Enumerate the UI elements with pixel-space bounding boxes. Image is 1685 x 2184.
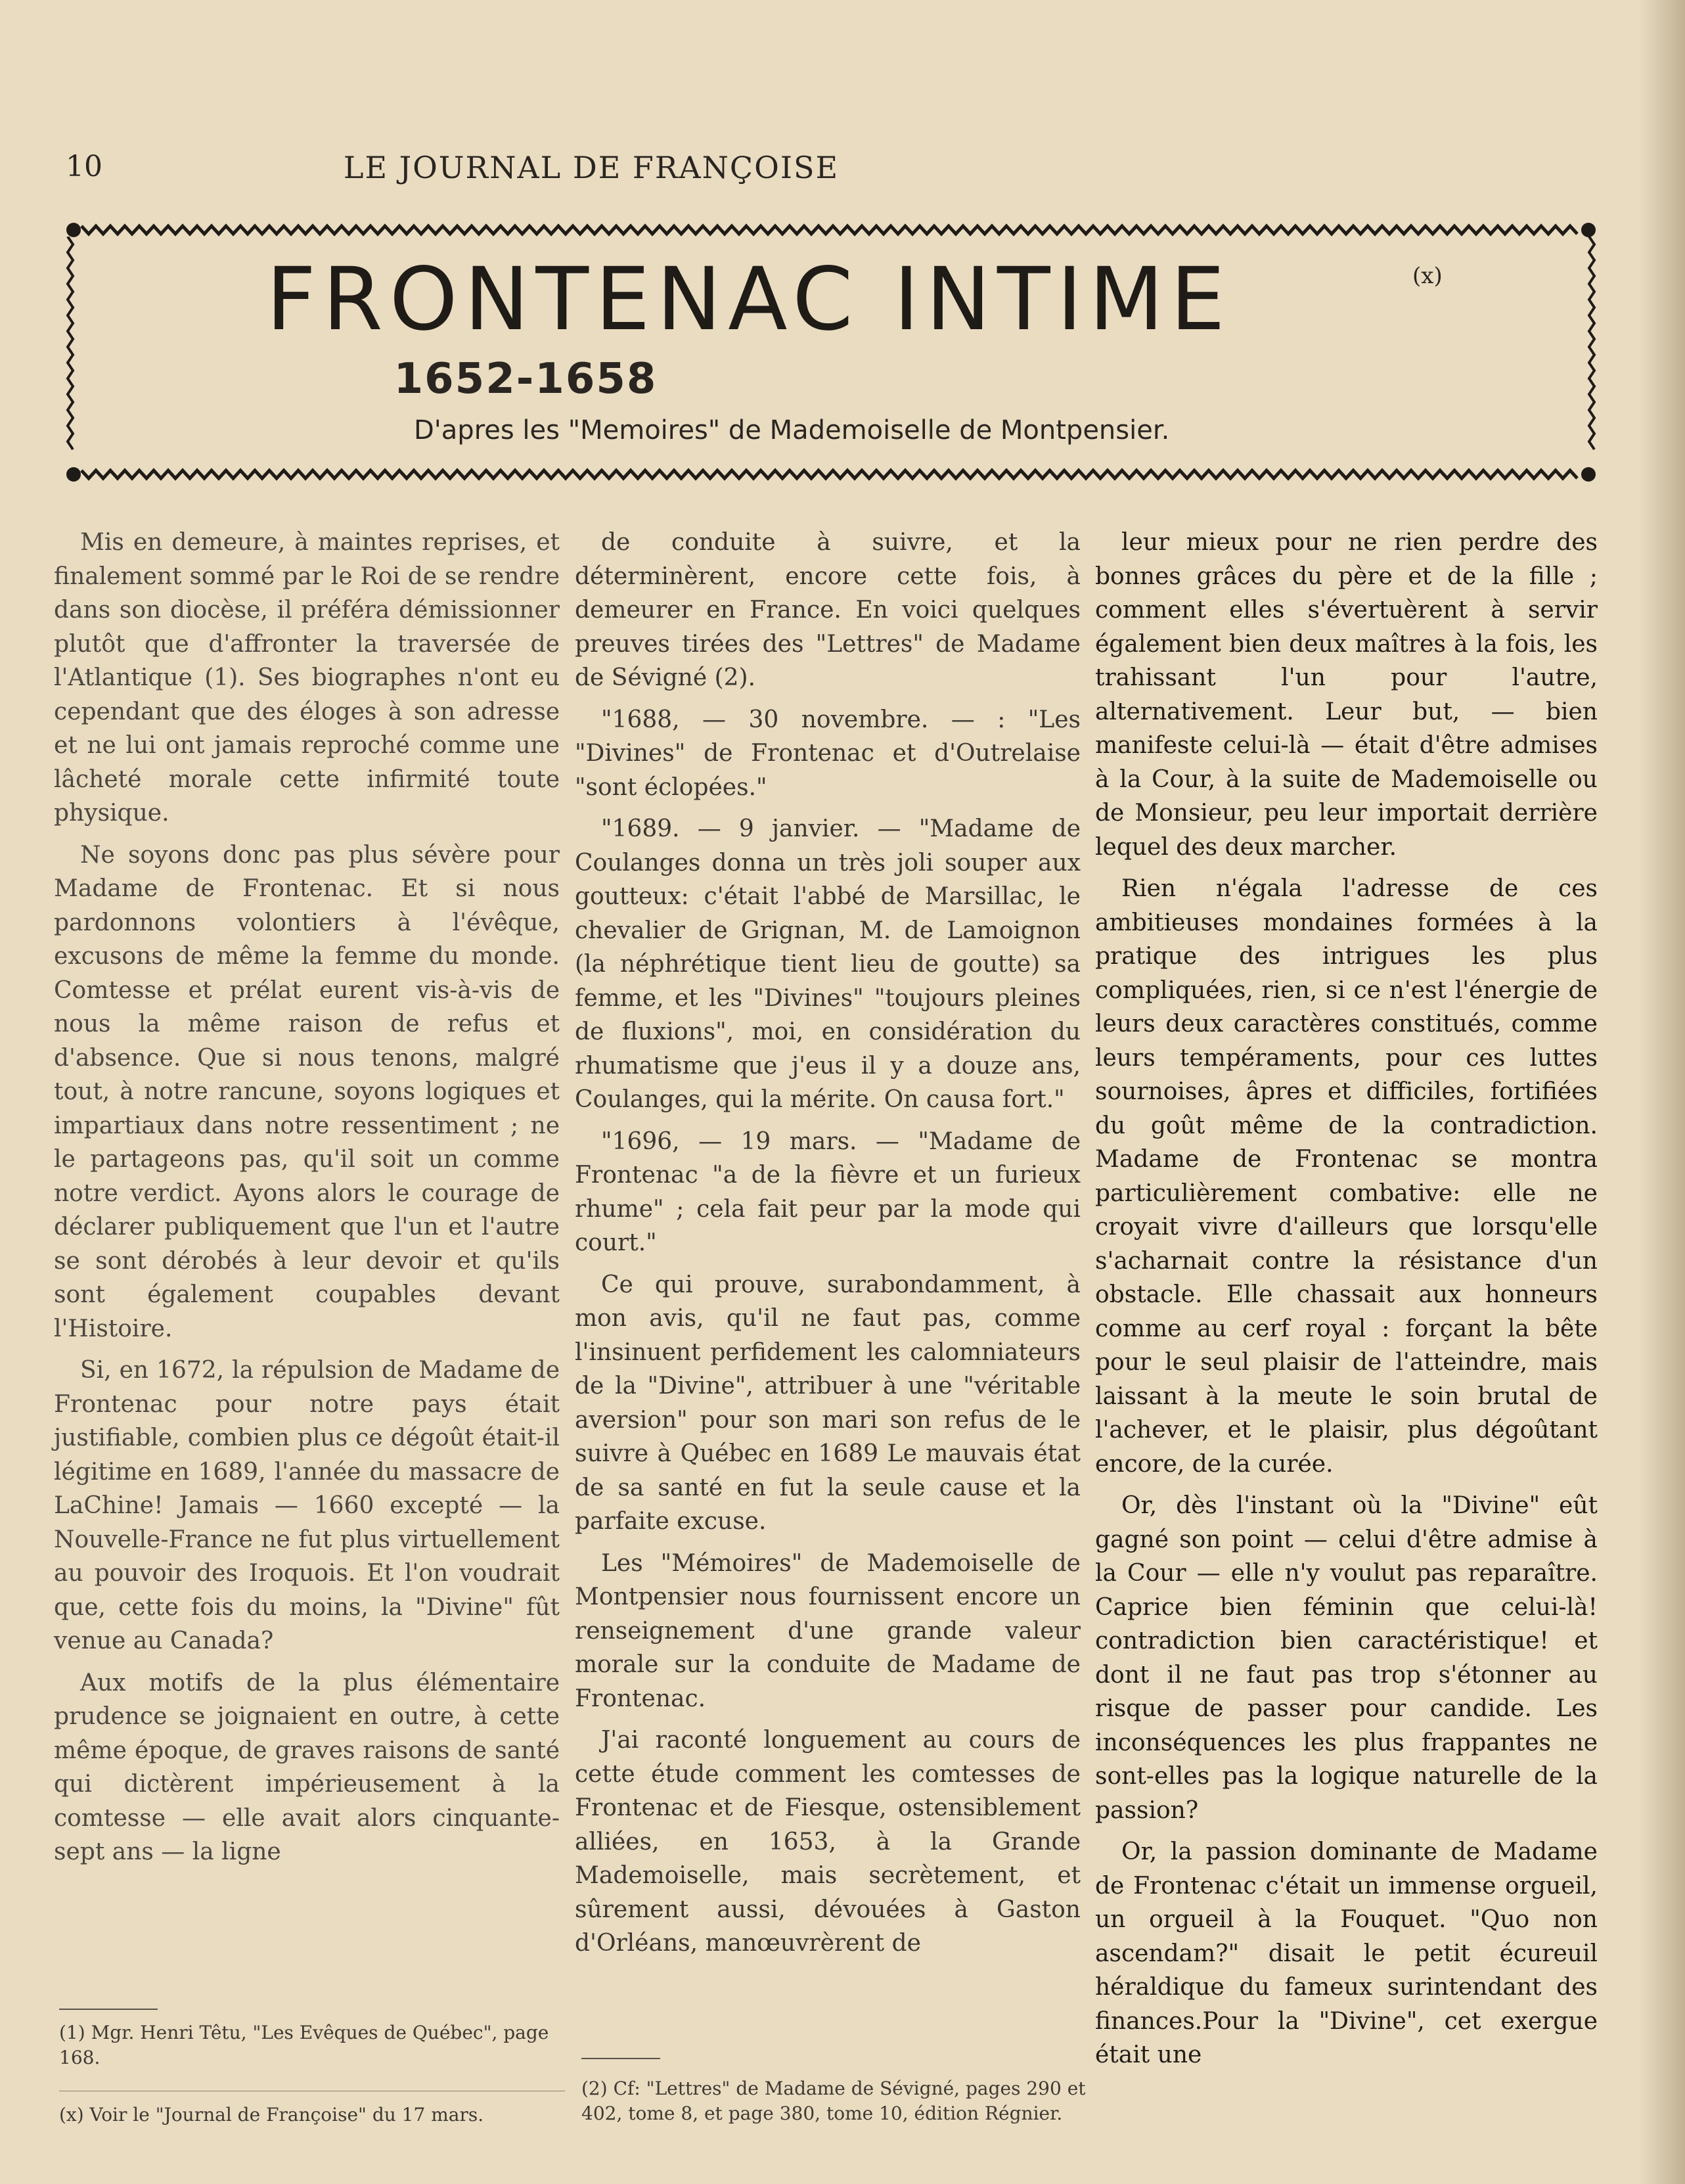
paragraph: "1696, — 19 mars. — "Madame de Frontenac "a de la fièvre et un furieux rhume" ; cela fait peur par la mode qui court." xyxy=(575,1127,1081,1256)
text-column-1 xyxy=(54,526,560,1869)
paragraph: Or, la passion dominante de Madame de Frontenac c'était un immense orgueil, un orgueil à la Fouquet. "Quo non ascendam?" disait le petit écureuil héraldique du fameux surintendant des finances.Pour la "Divine", cet exergue était une xyxy=(1095,1838,1598,2068)
paragraph: "1688, — 30 novembre. — : "Les "Divines" de Frontenac et d'Outrelaise "sont éclopées." xyxy=(575,706,1081,801)
paragraph: Or, dès l'instant où la "Divine" eût gagné son point — celui d'être admise à la Cour — elle n'y voulut pas reparaître. Caprice bien féminin que celui-là! contradiction bien caractéristique! et dont il ne faut pas trop s'étonner au risque de passer pour candide. Les inconséquences les plus frappantes ne sont-elles pas la logique naturelle de la passion? xyxy=(1095,1492,1598,1824)
paragraph: leur mieux pour ne rien perdre des bonnes grâces du père et de la fille ; comment elles s'évertuèrent à servir également bien deux maîtres à la fois, les trahissant l'un pour l'autre, alternativement. Leur but, — bien manifeste celui-là — était d'être admises à la Cour, à la suite de Mademoiselle ou de Monsieur, peu leur importait derrière lequel des deux marcher. xyxy=(1095,529,1598,861)
paragraph: Les "Mémoires" de Mademoiselle de Montpensier nous fournissent encore un renseignement d'une grande valeur morale sur la conduite de Madame de Frontenac. xyxy=(575,1549,1081,1712)
footnote-rule xyxy=(581,2058,660,2059)
footnote-x: (x) Voir le "Journal de Françoise" du 17 mars. xyxy=(59,2104,484,2126)
article-title: FRONTENAC INTIME xyxy=(266,249,1232,350)
paragraph: Ne soyons donc pas plus sévère pour Madame de Frontenac. Et si nous pardonnons volontiers à l'évêque, excusons de même la femme du monde. Comtesse et prélat eurent vis-à-vis de nous la même raison de refus et d'absence. Que si nous tenons, malgré tout, à notre rancune, soyons logiques et impartiaux dans notre ressentiment ; ne le partageons pas, qu'il soit un comme notre verdict. Ayons alors le courage de déclarer publiquement que l'un et l'autre se sont dérobés à leur devoir et qu'ils sont également coupables devant l'Histoire. xyxy=(54,841,560,1342)
frame-side-right xyxy=(1584,237,1599,453)
article-subtitle: D'apres les "Memoires" de Mademoiselle de Montpensier. xyxy=(414,415,1170,445)
paragraph: Ce qui prouve, surabondamment, à mon avis, qu'il ne faut pas, comme l'insinuent perfidement les calomniateurs de la "Divine", attribuer à une "véritable aversion" pour son mari son refus de le suivre à Québec en 1689 Le mauvais état de sa santé en fut la seule cause et la parfaite excuse. xyxy=(575,1271,1081,1535)
footnote-1: (1) Mgr. Henri Têtu, "Les Evêques de Québec", page 168. xyxy=(59,2022,549,2068)
page-edge-shadow xyxy=(1639,0,1685,2184)
running-head xyxy=(66,150,1596,196)
paragraph: J'ai raconté longuement au cours de cette étude comment les comtesses de Frontenac et de Fiesque, ostensiblement alliées, en 1653, à la Grande Mademoiselle, mais secrètement, et sûrement aussi, dévouées à Gaston d'Orléans, manœuvrèrent de xyxy=(575,1727,1081,1957)
paragraph: "1689. — 9 janvier. — "Madame de Coulanges donna un très joli souper aux goutteux: c'était l'abbé de Marsillac, le chevalier de Grignan, M. de Lamoignon (la néphrétique tient lieu de goutte) sa femme, et les "Divines" "toujours pleines de fluxions", moi, en considération du rhumatisme que j'eus il y a douze ans, Coulanges, qui la mérite. On causa fort." xyxy=(575,815,1081,1113)
paragraph: Mis en demeure, à maintes reprises, et finalement sommé par le Roi de se rendre dans son diocèse, il préféra démissionner plutôt que d'affronter la traversée de l'Atlantique (1). Ses biographes n'ont eu cependant que des éloges à son adresse et ne lui ont jamais reproché comme une lâcheté morale cette infirmité toute physique. xyxy=(54,529,560,827)
footnote-rule xyxy=(59,2009,158,2010)
zigzag-border-top xyxy=(66,217,1596,243)
footnote-2: (2) Cf: "Lettres" de Madame de Sévigné, pages 290 et 402, tome 8, et page 380, tome 10, édition Régnier. xyxy=(581,2078,1086,2124)
paragraph: de conduite à suivre, et la déterminèrent, encore cette fois, à demeurer en France. En voici quelques preuves tirées des "Lettres" de Madame de Sévigné (2). xyxy=(575,529,1081,691)
paragraph: Si, en 1672, la répulsion de Madame de Frontenac pour notre pays était justifiable, combien plus ce dégoût était-il légitime en 1689, l'année du massacre de LaChine! Jamais — 1660 excepté — la Nouvelle-France ne fut plus virtuellement au pouvoir des Iroquois. Et l'on voudrait que, cette fois du moins, la "Divine" fût venue au Canada? xyxy=(54,1357,560,1654)
text-column-2 xyxy=(575,526,1081,1961)
title-footnote-mark: (x) xyxy=(1412,263,1443,289)
paragraph: Rien n'égala l'adresse de ces ambitieuses mondaines formées à la pratique des intrigues les plus compliquées, rien, si ce n'est l'énergie de leurs deux caractères constitués, comme leurs tempéraments, pour ces luttes sournoises, âpres et difficiles, fortifiées du goût même de la contradiction. Madame de Frontenac se montra particulièrement combative: elle ne croyait vivre d'ailleurs que lorsqu'elle s'acharnait contre la résistance d'un obstacle. Elle chassait aux honneurs comme au cerf royal : forçant la bête pour le seul plaisir de l'atteindre, mais laissant à la meute le soin brutal de l'achever, et le plaisir, plus dégoûtant encore, de la curée. xyxy=(1095,875,1598,1478)
journal-title: LE JOURNAL DE FRANÇOISE xyxy=(343,150,840,185)
paragraph: Aux motifs de la plus élémentaire prudence se joignaient en outre, à cette même époque, de graves raisons de santé qui dictèrent impérieusement à la comtesse — elle avait alors cinquante-sept ans — la ligne xyxy=(54,1669,560,1865)
text-column-3 xyxy=(1095,526,1598,2072)
zigzag-border-bottom xyxy=(66,461,1596,488)
page-number: 10 xyxy=(66,150,102,183)
title-frame xyxy=(59,217,1603,493)
article-years: 1652-1658 xyxy=(393,355,658,403)
